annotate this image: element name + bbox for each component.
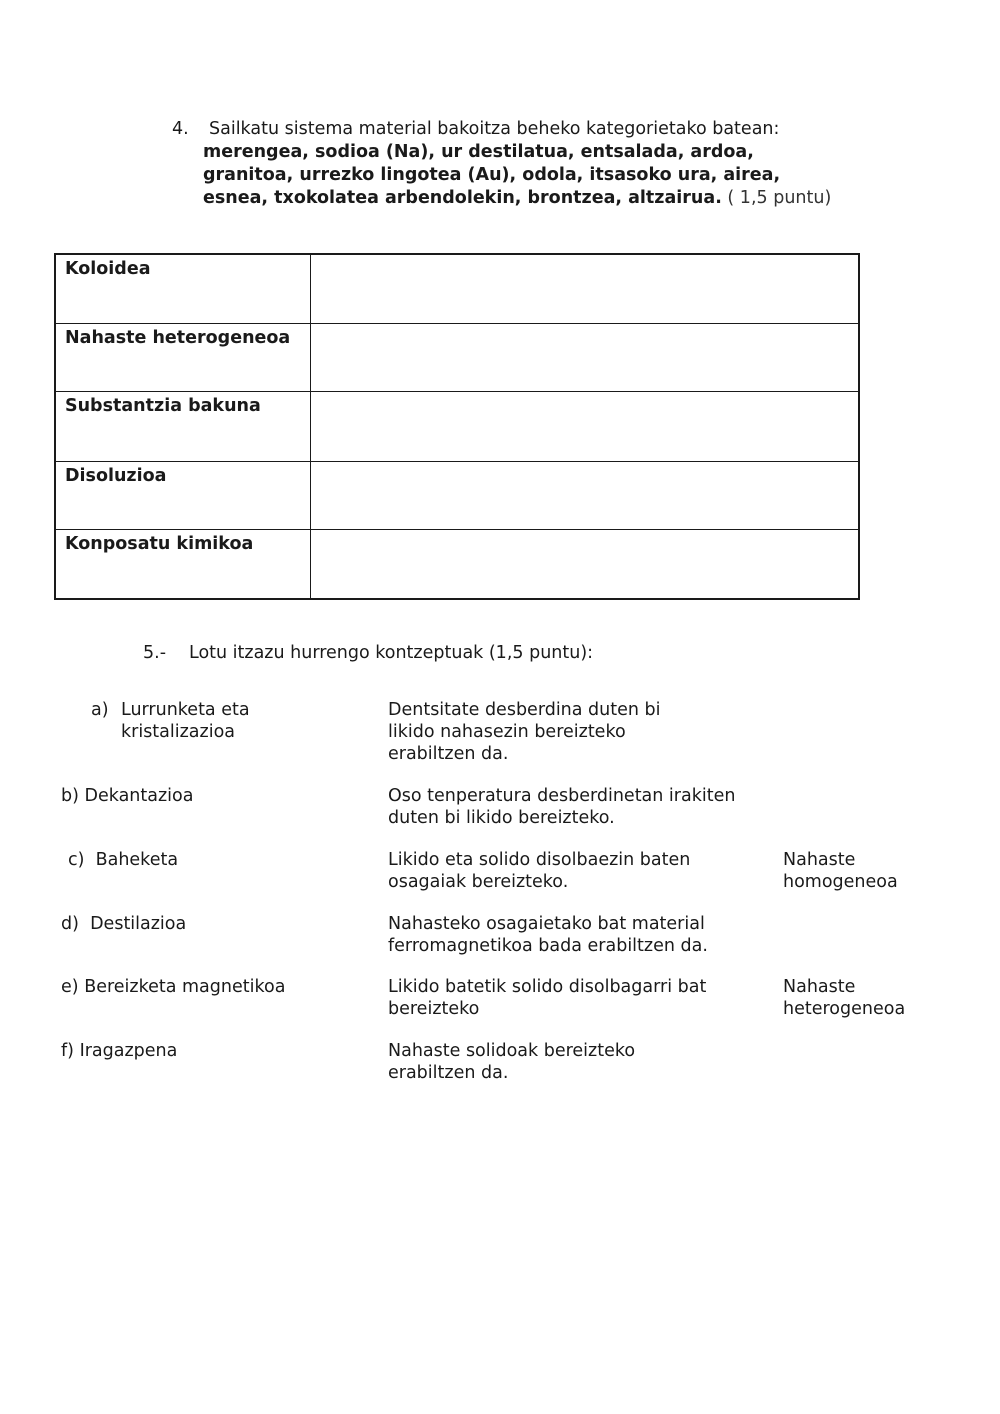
answer-cell[interactable] <box>311 461 860 529</box>
method-label: Destilazioa <box>90 914 187 934</box>
table-row <box>55 391 859 461</box>
method-letter: d) <box>61 914 79 934</box>
question-5 <box>143 643 593 663</box>
question-4-number: 4. <box>172 119 189 139</box>
question-5-title: Lotu itzazu hurrengo kontzeptuak (1,5 puntu): <box>189 643 594 663</box>
category-label: Koloidea <box>55 254 311 323</box>
question-4-items: merengea, sodioa (Na), ur destilatua, entsalada, ardoa, granitoa, urrezko lingotea (Au), odola, itsasoko ura, airea, esnea, txokolatea arbendolekin, brontzea, altzairua. <box>203 142 781 208</box>
answer-cell[interactable] <box>311 391 860 461</box>
method-label: Dekantazioa <box>84 786 194 806</box>
category-label: Disoluzioa <box>55 461 311 529</box>
category-table <box>54 253 860 600</box>
answer-cell[interactable] <box>311 323 860 391</box>
method-item[interactable] <box>61 913 186 935</box>
answer-cell[interactable] <box>311 529 860 599</box>
description-item[interactable]: Likido batetik solido disolbagarri bat bereizteko <box>388 977 707 1019</box>
method-label: Bereizketa magnetikoa <box>84 977 286 997</box>
table-row <box>55 254 859 323</box>
method-item[interactable] <box>91 699 250 742</box>
method-label: Baheketa <box>95 850 179 870</box>
description-item[interactable]: Nahaste solidoak bereizteko erabiltzen da. <box>388 1041 636 1083</box>
category-label: Nahaste heterogeneoa <box>55 323 311 391</box>
category-label: Konposatu kimikoa <box>55 529 311 599</box>
description-item[interactable]: Dentsitate desberdina duten bi likido nahasezin bereizteko erabiltzen da. <box>388 700 661 764</box>
method-label: Lurrunketa eta kristalizazioa <box>121 700 250 742</box>
table-row <box>55 323 859 391</box>
method-letter: c) <box>68 850 85 870</box>
method-letter: b) <box>61 786 79 806</box>
description-item[interactable]: Likido eta solido disolbaezin baten osagaiak bereizteko. <box>388 850 691 892</box>
table-row <box>55 461 859 529</box>
question-4 <box>172 118 842 210</box>
description-item[interactable]: Oso tenperatura desberdinetan irakiten duten bi likido bereizteko. <box>388 786 736 828</box>
method-letter: e) <box>61 977 79 997</box>
method-item[interactable] <box>61 1040 177 1062</box>
category-label: Substantzia bakuna <box>55 391 311 461</box>
question-4-points: ( 1,5 puntu) <box>727 188 832 208</box>
method-letter: f) <box>61 1041 74 1061</box>
description-item[interactable]: Nahasteko osagaietako bat material ferromagnetikoa bada erabiltzen da. <box>388 914 708 956</box>
table-row <box>55 529 859 599</box>
mixture-type-item[interactable]: Nahaste homogeneoa <box>783 850 898 892</box>
question-4-lead: Sailkatu sistema material bakoitza beheko kategorietako batean: <box>209 119 780 139</box>
method-letter: a) <box>91 700 109 720</box>
method-item[interactable] <box>61 976 285 998</box>
mixture-type-item[interactable]: Nahaste heterogeneoa <box>783 977 906 1019</box>
method-item[interactable] <box>61 785 193 807</box>
method-item[interactable] <box>68 849 178 871</box>
method-label: Iragazpena <box>79 1041 178 1061</box>
question-5-number: 5.- <box>143 643 167 663</box>
answer-cell[interactable] <box>311 254 860 323</box>
